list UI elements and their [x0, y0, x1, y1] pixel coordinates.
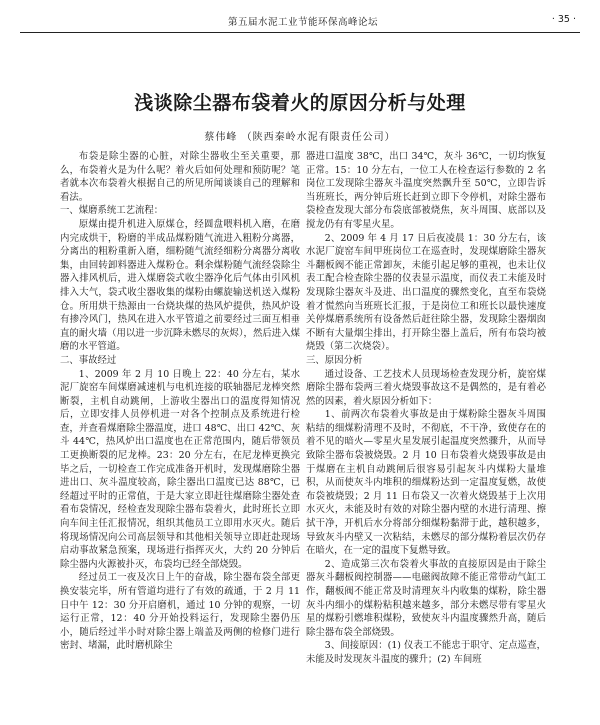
journal-name: 第五届水泥工业节能环保高峰论坛 [228, 17, 379, 28]
section-heading-process: 一、煤磨系统工艺流程： [60, 205, 164, 217]
left-column [60, 150, 300, 720]
incident-paragraph-2: 经过员工一夜及次日上午的奋战，除尘器布袋全部更换安装完毕，所有管道均进行了有效的疏通，于 2 月 11 日中午 12：30 分开启磨机，通过 10 分钟的观察，一切运行正常，12：40 分开始投料运行，发现除尘器仍压小，随后经过半小时对除尘器上端盖及两侧的检修门进行密封、堵漏，此时磨机除尘 [60, 572, 300, 652]
page-number: · 35 · [551, 14, 576, 25]
section-heading-analysis: 三、原因分析 [306, 354, 363, 366]
incident-paragraph-3: 2、2009 年 4 月 17 日后夜凌晨 1：30 分左右，该水泥厂旋窑车间甲班岗位工在巡查时，发现煤磨除尘器灰斗翻板阀不能正常卸灰，未能引起足够的重视，也未让仪表工配合检查除尘器的仪表显示温度，而仪表工未能及时发现除尘器灰斗及进、出口温度的骤然变化，直至布袋烧着才慌然向当班班长汇报，于是岗位工和班长以最快速度关停煤磨系统所有设备然后赶往除尘器，发现除尘器烟囱不断有大量烟尘排出，打开除尘器上盖后，所有布袋均被烧毁（第二次烧袋）。 [306, 232, 546, 353]
right-column [306, 150, 546, 720]
continuation-paragraph: 器进口温度 38℃，出口 34℃，灰斗 36℃，一切均恢复正常。15：10 分左右，一位工人在检查运行参数的 2 名岗位工发现除尘器灰斗温度突然飘升至 50℃，立即告诉当班班长，两分钟后班长赶到立即下令停机，对除尘器布袋检查发现大部分布袋底部被烧焦，灰斗周围、底部以及搅龙仍有有零星火星。 [306, 151, 546, 230]
process-paragraph: 原煤由提升机进入原煤仓，经圆盘喂料机入磨，在磨内完成烘干，粉磨的半成品煤粉随气流进入粗粉分离器，分离出的粗粉重新入磨，细粉随气流经细粉分离器分离收集，由回转卸料器进入煤粉仓。剩余煤粉随气流经袋除尘器入排风机后，进入煤磨袋式收尘器净化后气体由引风机排入大气，袋式收尘器收集的煤粉由螺旋输送机送入煤粉仓。所用烘干热源由一台烧块煤的热风炉提供，热风炉设有掺冷风门，热风在进入水平管道之前要经过三面互相垂直的耐火墙（用以进一步沉降未燃尽的灰烬），然后进入煤磨的水平管道。 [60, 218, 300, 353]
incident-paragraph-1: 1、2009 年 2 月 10 日晚上 22：40 分左右，某水泥厂旋窑车间煤磨减速机与电机连接的联轴器尼龙棒突然断裂，主机自动跳闸，上游收尘器出口的温度得知情况后，立即安排人员停机进一对各个控制点及系统进行检查，并查看煤磨除尘器温度，进口 48℃、出口 42℃、灰斗 44℃，热风炉出口温度也在正常范围内，随后带领员工更换断裂的尼龙棒。23：20 分左右，在尼龙棒更换完毕之后，一切检查工作完成准备开机时，发现煤磨除尘器进出口、灰斗温度较高，除尘器出口温度已达 88℃，已经超过平时的正常值，于是大家立即赶往煤磨除尘器处查看布袋情况，经检查发现除尘器布袋着火，此时班长立即向车间主任汇报情况，组织其他员工立即用水灭火。随后将现场情况向公司高层领导和其他相关领导立即赶赴现场启动事故紧急预案，现场进行指挥灭火，大约 20 分钟后除尘器内火源被扑灭，布袋均已经全部烧毁。 [60, 368, 300, 570]
intro-paragraph: 布袋是除尘器的心脏，对除尘器收尘至关重要，那么，布袋着火是为什么呢？着火后如何处理和预防呢？笔者就本次布袋着火根据自己的所见所闻谈谈自己的理解和看法。 [60, 151, 300, 203]
analysis-point-3: 3、间接原因：(1) 仪表工不能忠于职守、定点巡查，未能及时发现灰斗温度的骤升；(2) 车间班 [306, 640, 546, 665]
analysis-intro: 通过设备、工艺技术人员现场检查发现分析，旋窑煤磨除尘器布袋两三着火烧毁事故这不是偶然的，是有着必然的因素，着火原因分析如下： [306, 368, 546, 407]
analysis-point-1: 1、前两次布袋着火事故是由于煤粉除尘器灰斗周围粘结的细煤粉清理不及时，不彻底，不干净，致使存在的着不见的暗火—零星火星发展引起温度突然骤升，从而导致除尘器布袋被烧毁。2 月 10 日布袋着火烧毁事故是由于煤磨在主机自动跳闸后很容易引起灰斗内煤粉大量堆积，从而使灰斗内堆积的细煤粉达到一定温度复燃，故使布袋被烧毁；2 月 11 日布袋又一次着火烧毁基于上次用水灭火，未能及时有效的对除尘器内壁的水进行清理、擦拭干净，开机后水分将部分细煤粉黏滞于此，越积越多，导致灰斗内壁又一次粘结，未燃尽的部分煤粉着层次仍存在暗火，在一定的温度下复燃导致。 [306, 409, 546, 557]
author-affiliation: 蔡伟峰 （陕西秦岭水泥有限责任公司） [204, 132, 396, 143]
article-title: 浅谈除尘器布袋着火的原因分析与处理 [134, 92, 466, 114]
analysis-point-2: 2、造成第三次布袋着火事故的直接原因是由于除尘器灰斗翻板阀控制器——电磁阀故障不能正常带动气缸工作，翻板阀不能正常及时清理灰斗内收集的煤粉，除尘器灰斗内细小的煤粉粘积越来越多，部分未燃尽带有零星火星的煤粉引燃堆积煤粉，致使灰斗内温度骤然升高，随后除尘器布袋全部烧毁。 [306, 558, 546, 638]
running-header [20, 10, 580, 33]
section-heading-incident: 二、事故经过 [60, 354, 117, 366]
